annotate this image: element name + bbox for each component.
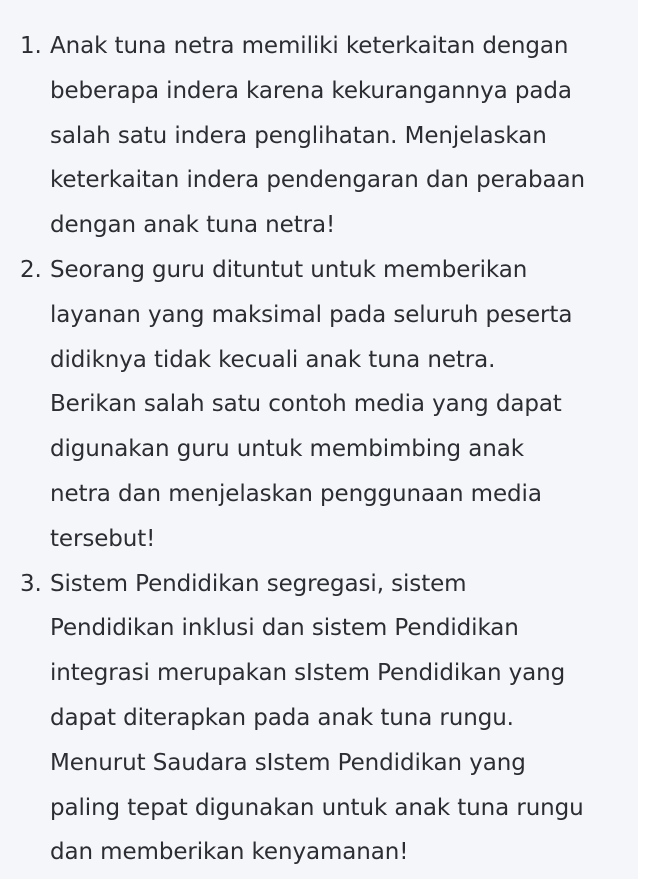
question-text-line: layanan yang maksimal pada seluruh peserta [50, 301, 573, 328]
question-text-line: beberapa indera karena kekurangannya pada [50, 77, 572, 104]
question-text-line: dengan anak tuna netra! [50, 212, 336, 239]
question-text-line: digunakan guru untuk membimbing anak [50, 436, 524, 463]
question-text-line: dan memberikan kenyamanan! [50, 839, 409, 866]
question-list [20, 24, 620, 875]
question-text-line: Seorang guru dituntut untuk memberikan [50, 256, 528, 283]
question-text-line: salah satu indera penglihatan. Menjelaskan [50, 122, 547, 149]
question-text-line: Anak tuna netra memiliki keterkaitan dengan [50, 33, 569, 59]
question-text-line: Berikan salah satu contoh media yang dapat [50, 391, 562, 418]
question-item-2 [20, 248, 620, 562]
question-text-line: keterkaitan indera pendengaran dan perabaan [50, 167, 585, 194]
question-text-line: Sistem Pendidikan segregasi, sistem [50, 570, 467, 597]
question-text-line: didiknya tidak kecuali anak tuna netra. [50, 346, 496, 373]
question-text-line: tersebut! [50, 525, 156, 552]
question-text-line: integrasi merupakan sIstem Pendidikan yang [50, 660, 566, 687]
question-item-1 [20, 24, 620, 248]
question-text-line: dapat diterapkan pada anak tuna rungu. [50, 704, 514, 731]
question-text-line: Pendidikan inklusi dan sistem Pendidikan [50, 615, 519, 642]
question-number: 2. [20, 256, 42, 283]
question-text-line: netra dan menjelaskan penggunaan media [50, 480, 542, 507]
question-number: 3. [20, 570, 42, 597]
question-text-line: Menurut Saudara sIstem Pendidikan yang [50, 749, 526, 776]
question-number: 1. [20, 33, 42, 59]
question-text-line: paling tepat digunakan untuk anak tuna rungu [50, 794, 584, 821]
question-item-3 [20, 562, 620, 876]
